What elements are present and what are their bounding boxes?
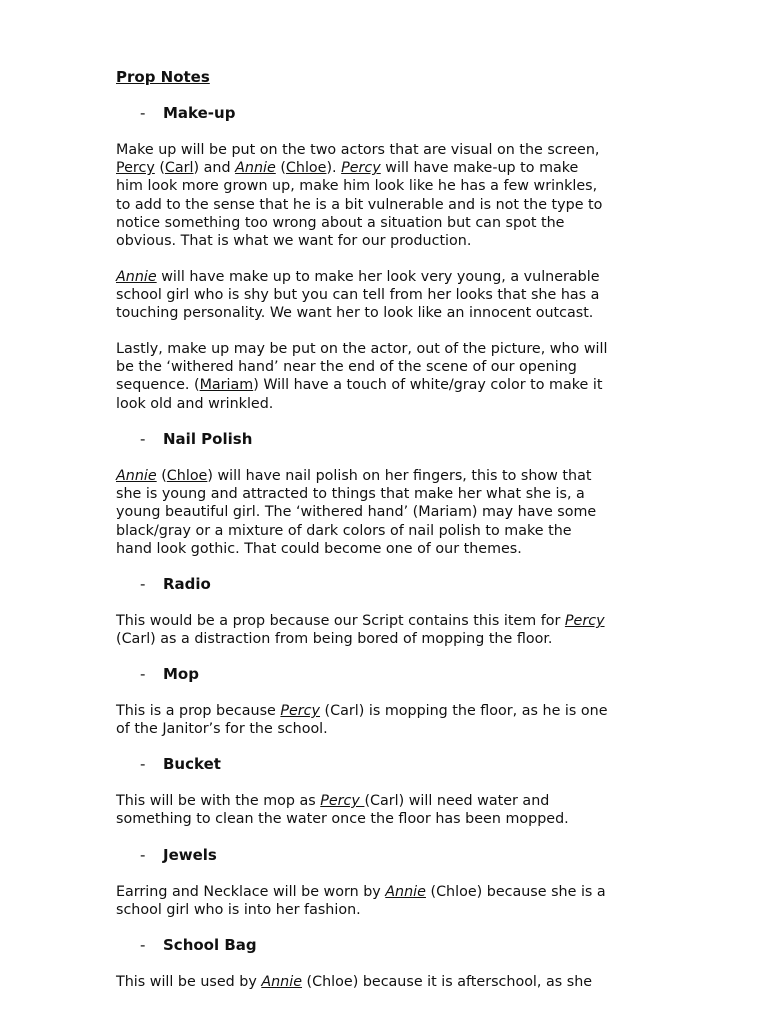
paragraph-makeup-1: Make up will be put on the two actors that are visual on the screen, Percy (Carl) and Annie (Chloe). Percy will have make-up to make him look more grown up, make him look like he has a few wrinkles, to add to the sense that he is a bit vulnerable and is not the type to notice something too wrong about a situation but can spot the obvious. That is what we want for our production. xyxy=(116,142,603,250)
paragraph-radio: This would be a prop because our Script contains this item for Percy (Carl) as a distraction from being bored of mopping the floor. xyxy=(116,613,605,648)
paragraph-nail-polish: Annie (Chloe) will have nail polish on her fingers, this to show that she is young and attracted to things that make her what she is, a young beautiful girl. The ‘withered hand’ (Mariam) may have some black/gray or a mixture of dark colors of nail polish to make the hand look gothic. That could become one of our themes. xyxy=(116,468,597,557)
paragraph-school-bag: This will be used by Annie (Chloe) because it is afterschool, as she xyxy=(116,974,593,990)
section-heading-radio: - Radio xyxy=(140,575,211,593)
doc-title: Prop Notes xyxy=(116,68,210,86)
bullet-dash: - xyxy=(140,104,146,122)
paragraph-mop: This is a prop because Percy (Carl) is mopping the floor, as he is one of the Janitor’s for the school. xyxy=(116,703,608,738)
paragraph-makeup-3: Lastly, make up may be put on the actor, out of the picture, who will be the ‘withered hand’ near the end of the scene of our opening sequence. (Mariam) Will have a touch of white/gray color to make it look old and wrinkled. xyxy=(116,341,608,412)
section-heading-bucket: - Bucket xyxy=(140,755,221,773)
section-heading-jewels: - Jewels xyxy=(140,846,217,864)
section-heading-nail-polish: - Nail Polish xyxy=(140,430,253,448)
section-heading-mop: - Mop xyxy=(140,665,199,683)
paragraph-makeup-2: Annie will have make up to make her look very young, a vulnerable school girl who is shy but you can tell from her looks that she has a touching personality. We want her to look like an innocent outcast. xyxy=(116,269,600,322)
paragraph-jewels: Earring and Necklace will be worn by Annie (Chloe) because she is a school girl who is into her fashion. xyxy=(116,884,606,919)
paragraph-bucket: This will be with the mop as Percy (Carl) will need water and something to clean the water once the floor has been mopped. xyxy=(116,793,569,828)
section-heading-school-bag: - School Bag xyxy=(140,936,257,954)
section-heading-make-up: - Make-up xyxy=(140,104,236,122)
